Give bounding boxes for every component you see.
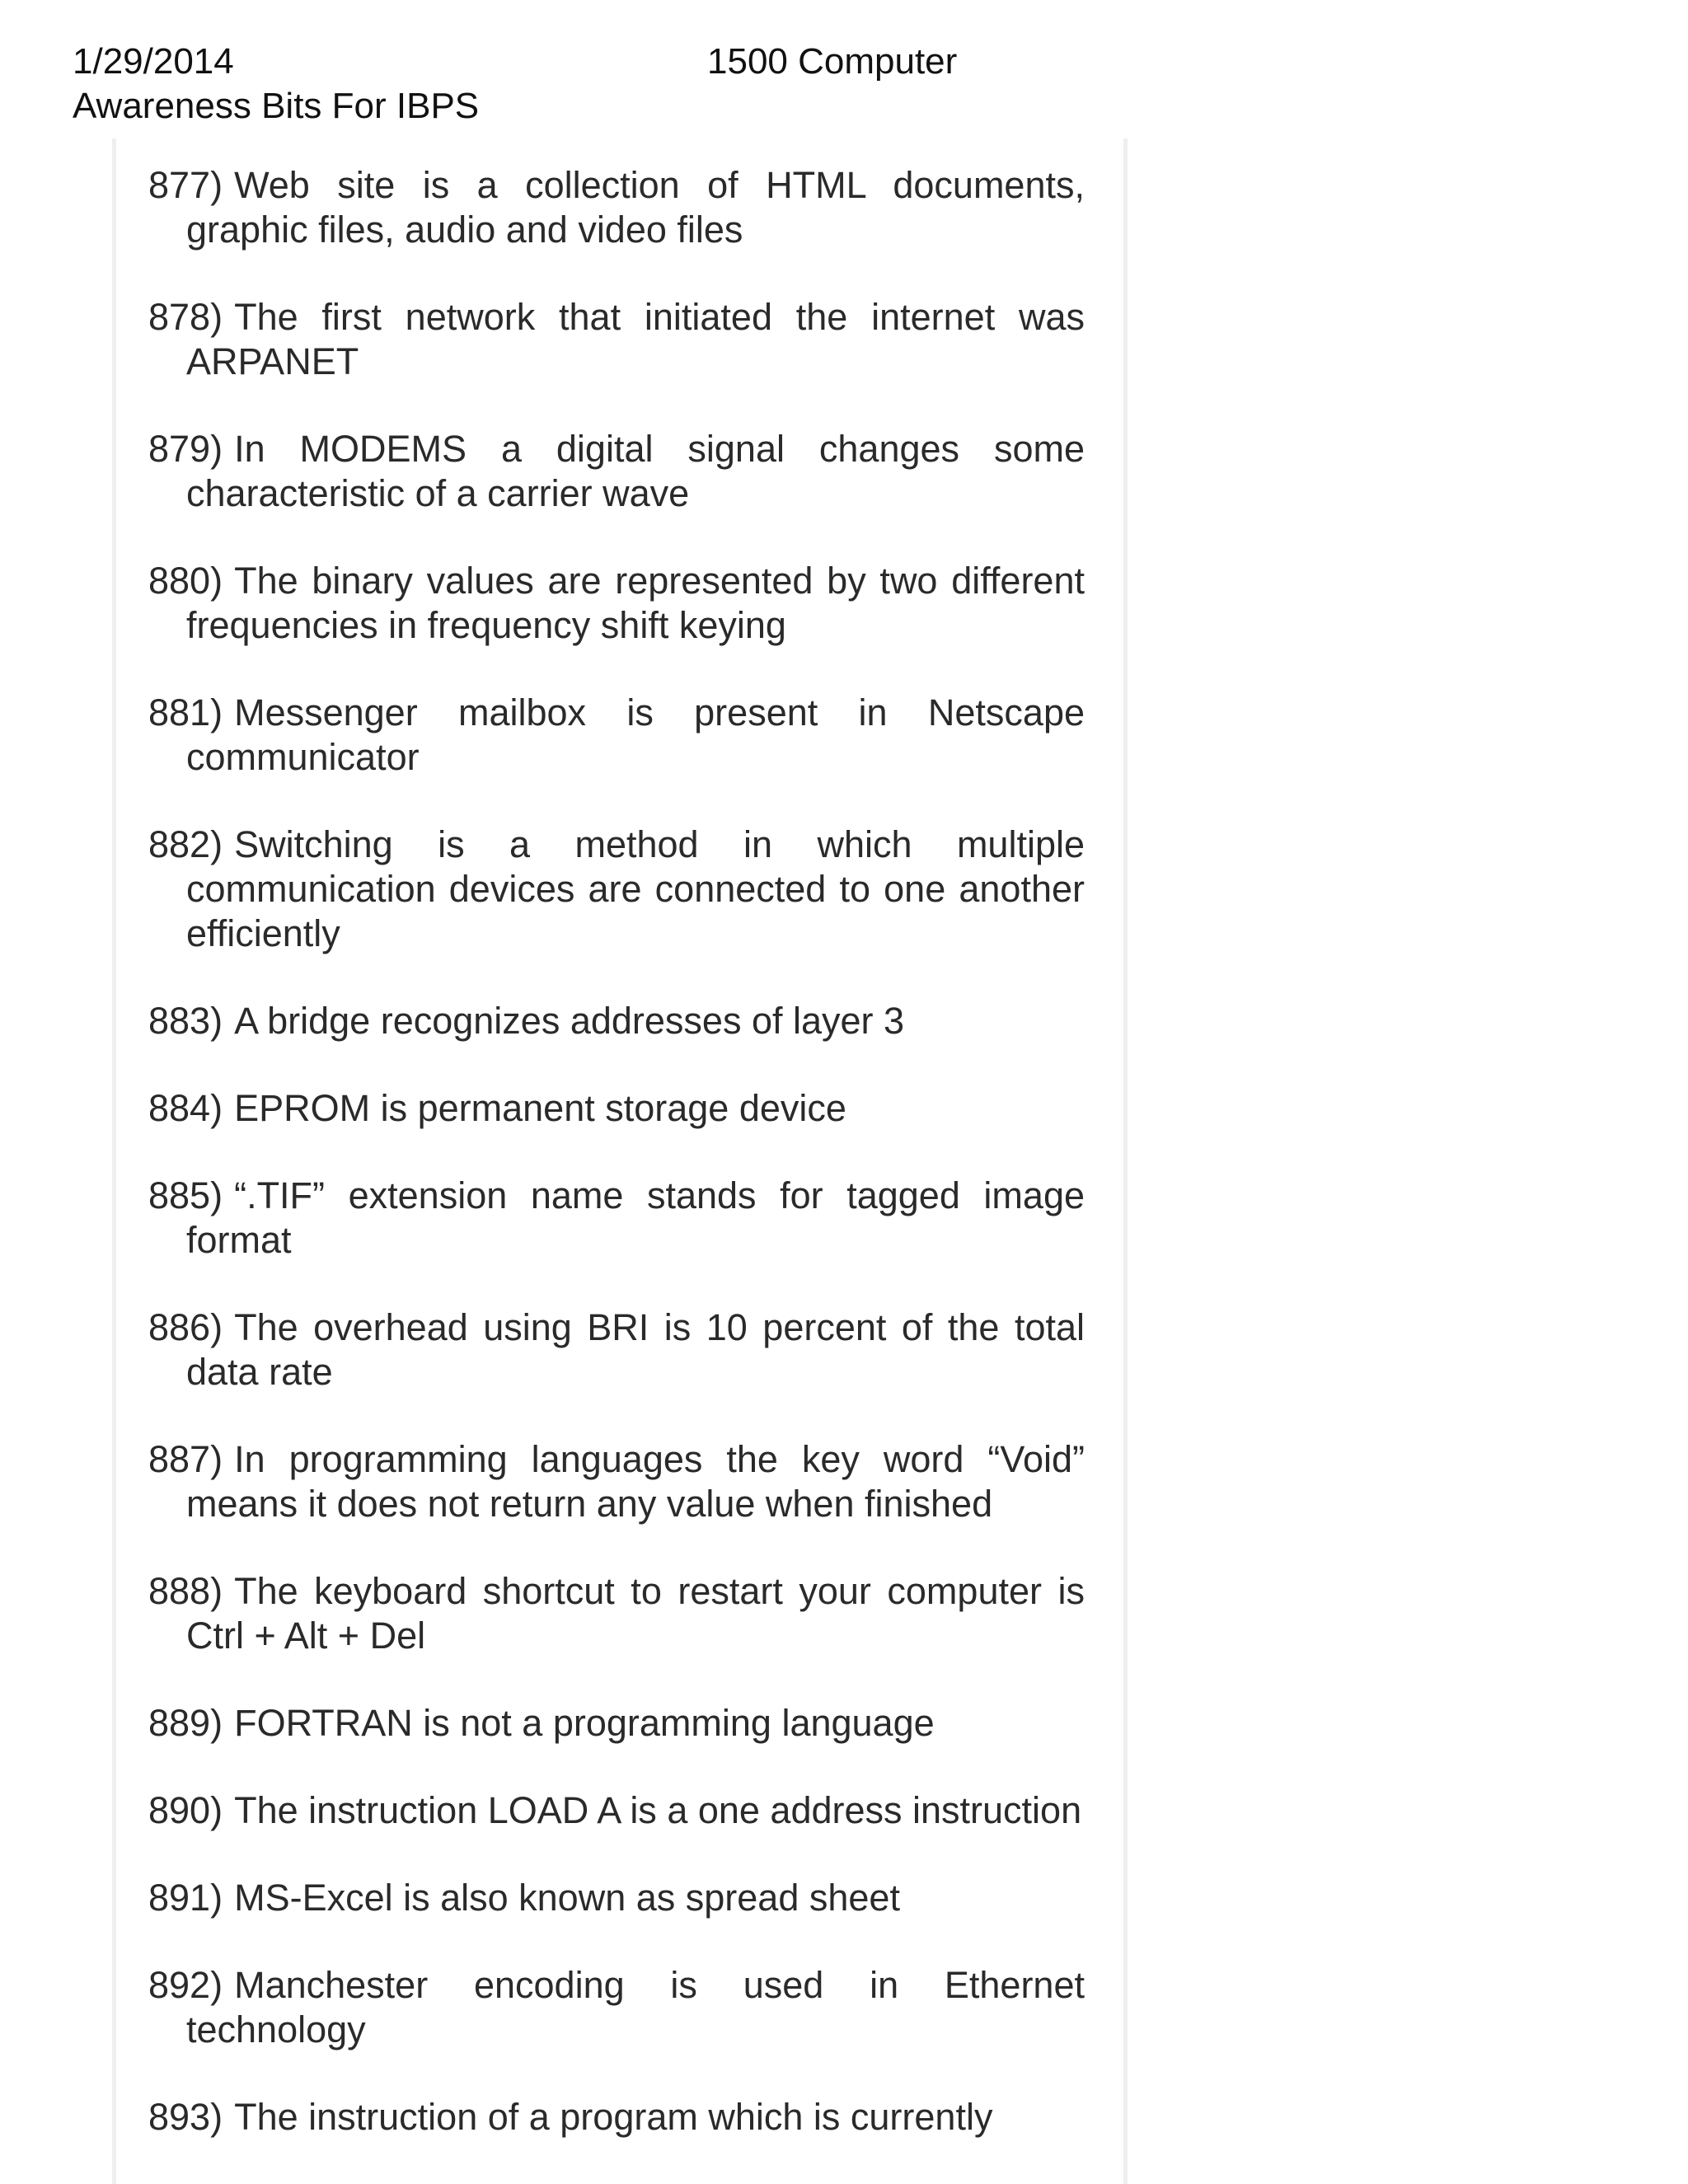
- page-title-part-2: Awareness Bits For IBPS: [73, 86, 480, 126]
- item-number: 885): [148, 1174, 223, 1216]
- item-text: In MODEMS a digital signal changes some characteristic of a carrier wave: [186, 428, 1085, 514]
- item-number: 881): [148, 691, 223, 733]
- page-title-part-1: 1500 Computer: [707, 41, 958, 82]
- list-item: [148, 559, 1085, 648]
- item-text: The keyboard shortcut to restart your computer is Ctrl + Alt + Del: [186, 1570, 1085, 1657]
- item-text: Manchester encoding is used in Ethernet technology: [186, 1964, 1085, 2050]
- item-text: The first network that initiated the internet was ARPANET: [186, 296, 1085, 382]
- item-text: The instruction LOAD A is a one address instruction: [234, 1789, 1082, 1831]
- item-number: 883): [148, 1000, 223, 1042]
- item-text: The overhead using BRI is 10 percent of the total data rate: [186, 1306, 1085, 1393]
- item-number: 882): [148, 823, 223, 865]
- list-item: [148, 1174, 1085, 1263]
- list-item: [148, 1701, 1085, 1746]
- item-text: MS-Excel is also known as spread sheet: [234, 1877, 900, 1919]
- list-item: [148, 1437, 1085, 1526]
- list-item: [148, 823, 1085, 956]
- item-number: 877): [148, 164, 223, 206]
- list-item: [148, 1963, 1085, 2052]
- list-item: [148, 1305, 1085, 1394]
- item-text: EPROM is permanent storage device: [234, 1087, 846, 1129]
- item-number: 888): [148, 1570, 223, 1612]
- list-item: [148, 1876, 1085, 1920]
- item-number: 886): [148, 1306, 223, 1348]
- item-text: In programming languages the key word “Void” means it does not return any value when finished: [186, 1438, 1085, 1525]
- item-number: 892): [148, 1964, 223, 2006]
- list-item: [148, 999, 1085, 1043]
- item-text: Messenger mailbox is present in Netscape communicator: [186, 691, 1085, 778]
- item-number: 889): [148, 1702, 223, 1744]
- list-item: [148, 691, 1085, 780]
- list-item: [148, 2095, 1085, 2139]
- item-text: The instruction of a program which is currently: [234, 2096, 993, 2138]
- item-number: 890): [148, 1789, 223, 1831]
- item-text: The binary values are represented by two different frequencies in frequency shift keying: [186, 560, 1085, 646]
- item-text: A bridge recognizes addresses of layer 3: [234, 1000, 905, 1042]
- list-item: [148, 295, 1085, 384]
- item-number: 878): [148, 296, 223, 338]
- item-text: Web site is a collection of HTML documents, graphic files, audio and video files: [186, 164, 1085, 251]
- item-text: Switching is a method in which multiple communication devices are connected to one another efficiently: [186, 823, 1085, 954]
- item-text: “.TIF” extension name stands for tagged image format: [186, 1174, 1085, 1261]
- page-date: 1/29/2014: [73, 41, 234, 82]
- item-number: 879): [148, 428, 223, 470]
- list-item: [148, 1569, 1085, 1658]
- list-item: [148, 1086, 1085, 1131]
- item-number: 887): [148, 1438, 223, 1480]
- list-item: [148, 163, 1085, 252]
- list-item: [148, 427, 1085, 516]
- item-number: 880): [148, 560, 223, 602]
- content-panel: [112, 138, 1128, 2184]
- item-number: 893): [148, 2096, 223, 2138]
- item-number: 891): [148, 1877, 223, 1919]
- item-number: 884): [148, 1087, 223, 1129]
- item-text: FORTRAN is not a programming language: [234, 1702, 935, 1744]
- list-item: [148, 1788, 1085, 1833]
- page-header: [73, 40, 1020, 138]
- fact-list: [148, 163, 1085, 2182]
